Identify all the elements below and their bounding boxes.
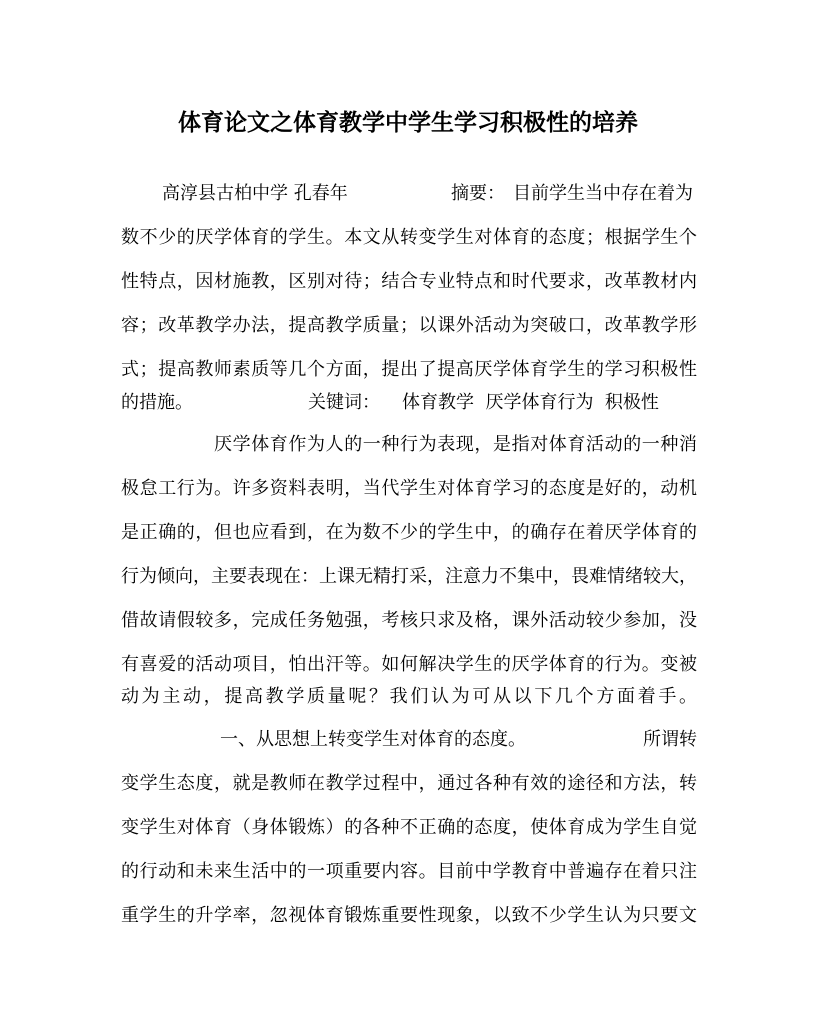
section-start: 所谓转 [643, 729, 697, 750]
author-line: 高淳县古柏中学 孔春年 [162, 183, 348, 204]
paragraph-first-line: 厌学体育作为人的一种行为表现，是指对体育活动的一种消 [214, 434, 697, 455]
paragraph-line: 有喜爱的活动项目，怕出汗等。如何解决学生的厌学体育的行为。变被 [121, 654, 697, 675]
keywords-label: 关键词： [308, 392, 380, 413]
paragraph-line: 是正确的，但也应看到，在为数不少的学生中，的确存在着厌学体育的 [121, 522, 697, 543]
section-heading-line [121, 727, 697, 753]
section-line: 变学生态度，就是教师在教学过程中，通过各种有效的途径和方法，转 [121, 773, 697, 794]
abstract-line: 数不少的厌学体育的学生。本文从转变学生对体育的态度；根据学生个 [121, 227, 697, 248]
abstract-end: 的措施。 [121, 392, 193, 413]
abstract-line: 式；提高教师素质等几个方面，提出了提高厌学体育学生的学习积极性 [121, 359, 697, 380]
paragraph-line: 借故请假较多，完成任务勉强，考核只求及格，课外活动较少参加，没 [121, 610, 697, 631]
keywords-list: 体育教学 厌学体育行为 积极性 [402, 392, 659, 413]
section-line: 变学生对体育（身体锻炼）的各种不正确的态度，使体育成为学生自觉 [121, 817, 697, 838]
paragraph-line: 极怠工行为。许多资料表明，当代学生对体育学习的态度是好的，动机 [121, 478, 697, 499]
section-line: 的行动和未来生活中的一项重要内容。目前中学教育中普遍存在着只注 [121, 861, 697, 882]
abstract-start: 目前学生当中存在着为 [513, 183, 693, 204]
abstract-line: 性特点，因材施教，区别对待；结合专业特点和时代要求，改革教材内 [121, 271, 697, 292]
abstract-line: 容；改革教学办法，提高教学质量；以课外活动为突破口，改革教学形 [121, 315, 697, 336]
paragraph-line: 行为倾向，主要表现在：上课无精打采，注意力不集中，畏难情绪较大， [121, 566, 697, 587]
document-title: 体育论文之体育教学中学生学习积极性的培养 [178, 109, 638, 136]
author-abstract-line [121, 181, 697, 207]
abstract-label: 摘要： [451, 183, 505, 204]
paragraph-line: 动为主动，提高教学质量呢？我们认为可从以下几个方面着手。 [121, 686, 697, 707]
keywords-line [121, 390, 697, 416]
section-line: 重学生的升学率，忽视体育锻炼重要性现象，以致不少学生认为只要文 [121, 905, 697, 926]
section-heading: 一、从思想上转变学生对体育的态度。 [220, 729, 526, 750]
